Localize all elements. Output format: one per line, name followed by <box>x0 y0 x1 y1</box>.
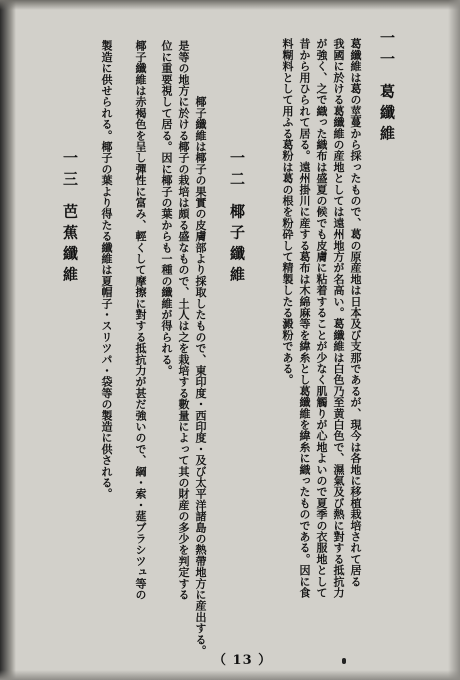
section-11-line-3: が強く、之で織った織布は盛夏の候でも皮膚に粘着することが少なく肌觸りが心地よいので夏季の衣服地として <box>315 38 328 598</box>
section-11-heading: 一一 葛纖維 <box>378 30 396 147</box>
section-12-heading: 一二 椰子纖維 <box>228 150 246 288</box>
page-number: （ 13 ） <box>213 653 273 668</box>
section-12-line-2: 是等の地方に於ける椰子の栽培は頗る盛なもので、土人は之を栽培する數量によって其の財産の多少を判定する <box>177 40 190 600</box>
section-12-line-3: 位に重要視して居る。因に椰子の葉からも一種の纖維が得られる。 <box>160 40 173 376</box>
section-11-line-5: 料糊料として用ふる葛粉は葛の根を粉砕して精製したる澱粉である。 <box>281 38 294 386</box>
scan-edge-left <box>0 0 16 680</box>
scan-speck <box>342 658 346 664</box>
section-11-line-4: 昔から用ひられて居る。遠州掛川に産する葛布は木綿麻等を緯糸とし葛纖維を緯糸に織ったものである。因に食 <box>298 38 311 598</box>
section-11-line-2: 我國に於ける葛纖維の産地としては遠州地方が名高い。葛纖維は白色乃至黄白色で、濕氣及び熱に對する抵抗力 <box>332 38 345 598</box>
scan-edge-right <box>448 0 460 680</box>
section-11-line-1: 葛纖維は葛の莖蔓から採ったもので、葛の原産地は日本及び支那であるが、現今は各地に移植栽培されて居る <box>349 38 362 587</box>
section-12-line-4: 椰子纖維は赤褐色を呈し彈性に富み、輕くして摩擦に對する抵抗力が甚だ強いので、綱・索・莚ブラシツュ等の <box>134 40 147 600</box>
section-12-line-5: 製造に供せられる。椰子の葉より得たる纖維は夏帽子・スリツパ・袋等の製造に供される。 <box>100 40 113 500</box>
scan-edge-bottom <box>0 670 460 680</box>
section-13-heading: 一三 芭蕉纖維 <box>61 150 79 288</box>
scan-edge-top <box>0 0 460 10</box>
section-12-line-1: 椰子纖維は椰子の果實の皮膚部より採取したもので、東印度・西印度・及び太平洋諸島の熱帶地方に産出する。 <box>194 96 207 656</box>
